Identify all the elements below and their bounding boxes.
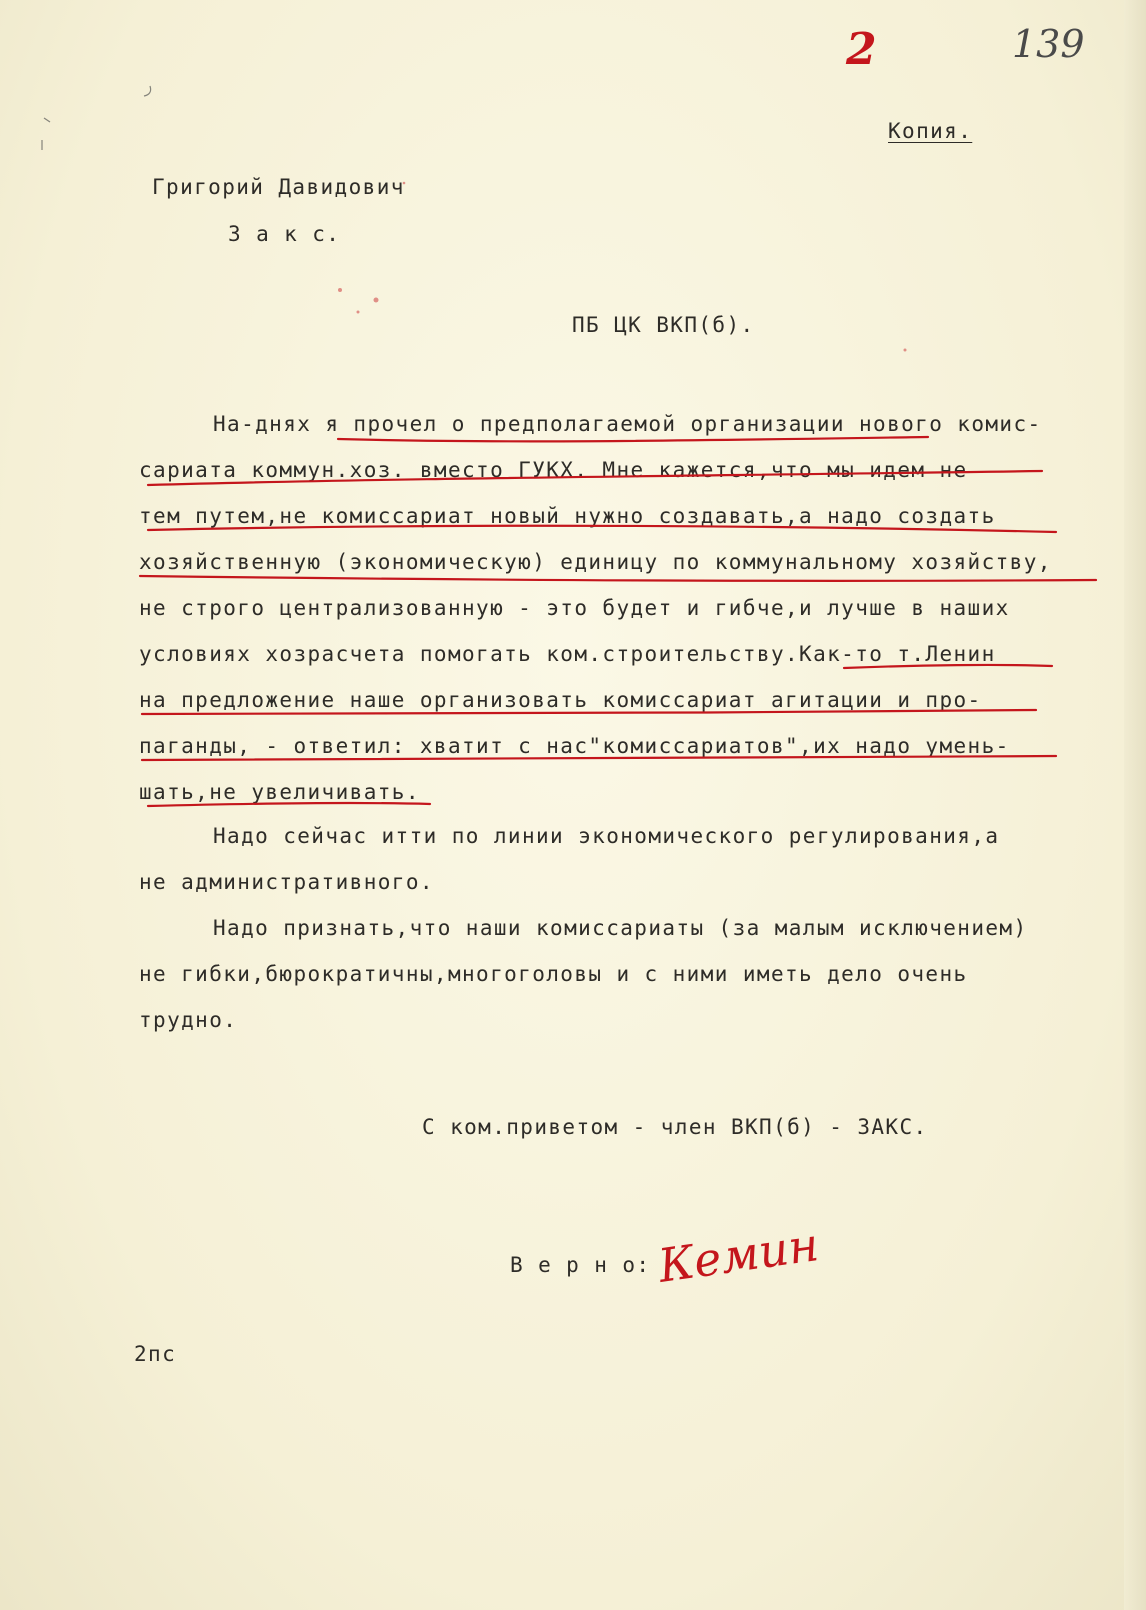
body-line: шать,не увеличивать. xyxy=(139,780,420,804)
body-line: условиях хозрасчета помогать ком.строительству.Как-то т.Ленин xyxy=(139,642,996,666)
sheet-number: 2 xyxy=(846,24,877,75)
copy-label: Копия. xyxy=(888,119,973,143)
signature: Кемин xyxy=(655,1217,822,1293)
paper-edge xyxy=(1124,0,1146,1610)
certification-label: В е р н о: xyxy=(510,1253,651,1277)
body-line: тем путем,не комиссариат новый нужно создавать,а надо создать xyxy=(139,504,996,528)
body-line: хозяйственную (экономическую) единицу по коммунальному хозяйству, xyxy=(139,550,1052,574)
body-line: на предложение наше организовать комиссариат агитации и про- xyxy=(139,688,982,712)
body-line: На-днях я прочел о предполагаемой организации нового комис- xyxy=(213,412,1042,436)
body-line: не строго централизованную - это будет и гибче,и лучше в наших xyxy=(139,596,1010,620)
body-line: не гибки,бюрократичны,многоголовы и с ними иметь дело очень xyxy=(139,962,968,986)
body-line: паганды, - ответил: хватит с нас"комиссариатов",их надо умень- xyxy=(139,734,1010,758)
sender-surname: З а к с. xyxy=(228,222,341,246)
recipient-heading: ПБ ЦК ВКП(б). xyxy=(572,313,755,337)
footer-code: 2пс xyxy=(134,1342,177,1366)
body-line: не административного. xyxy=(139,870,434,894)
body-line: трудно. xyxy=(139,1008,238,1032)
body-line: Надо признать,что наши комиссариаты (за малым исключением) xyxy=(213,916,1028,940)
closing-line: С ком.приветом - член ВКП(б) - ЗАКС. xyxy=(422,1115,928,1139)
folio-number: 139 xyxy=(1012,22,1085,66)
body-line: сариата коммун.хоз. вместо ГУКХ. Мне кажется,что мы идем не xyxy=(139,458,968,482)
body-line: Надо сейчас итти по линии экономического регулирования,а xyxy=(213,824,1000,848)
sender-name: Григорий Давидович xyxy=(152,175,405,199)
